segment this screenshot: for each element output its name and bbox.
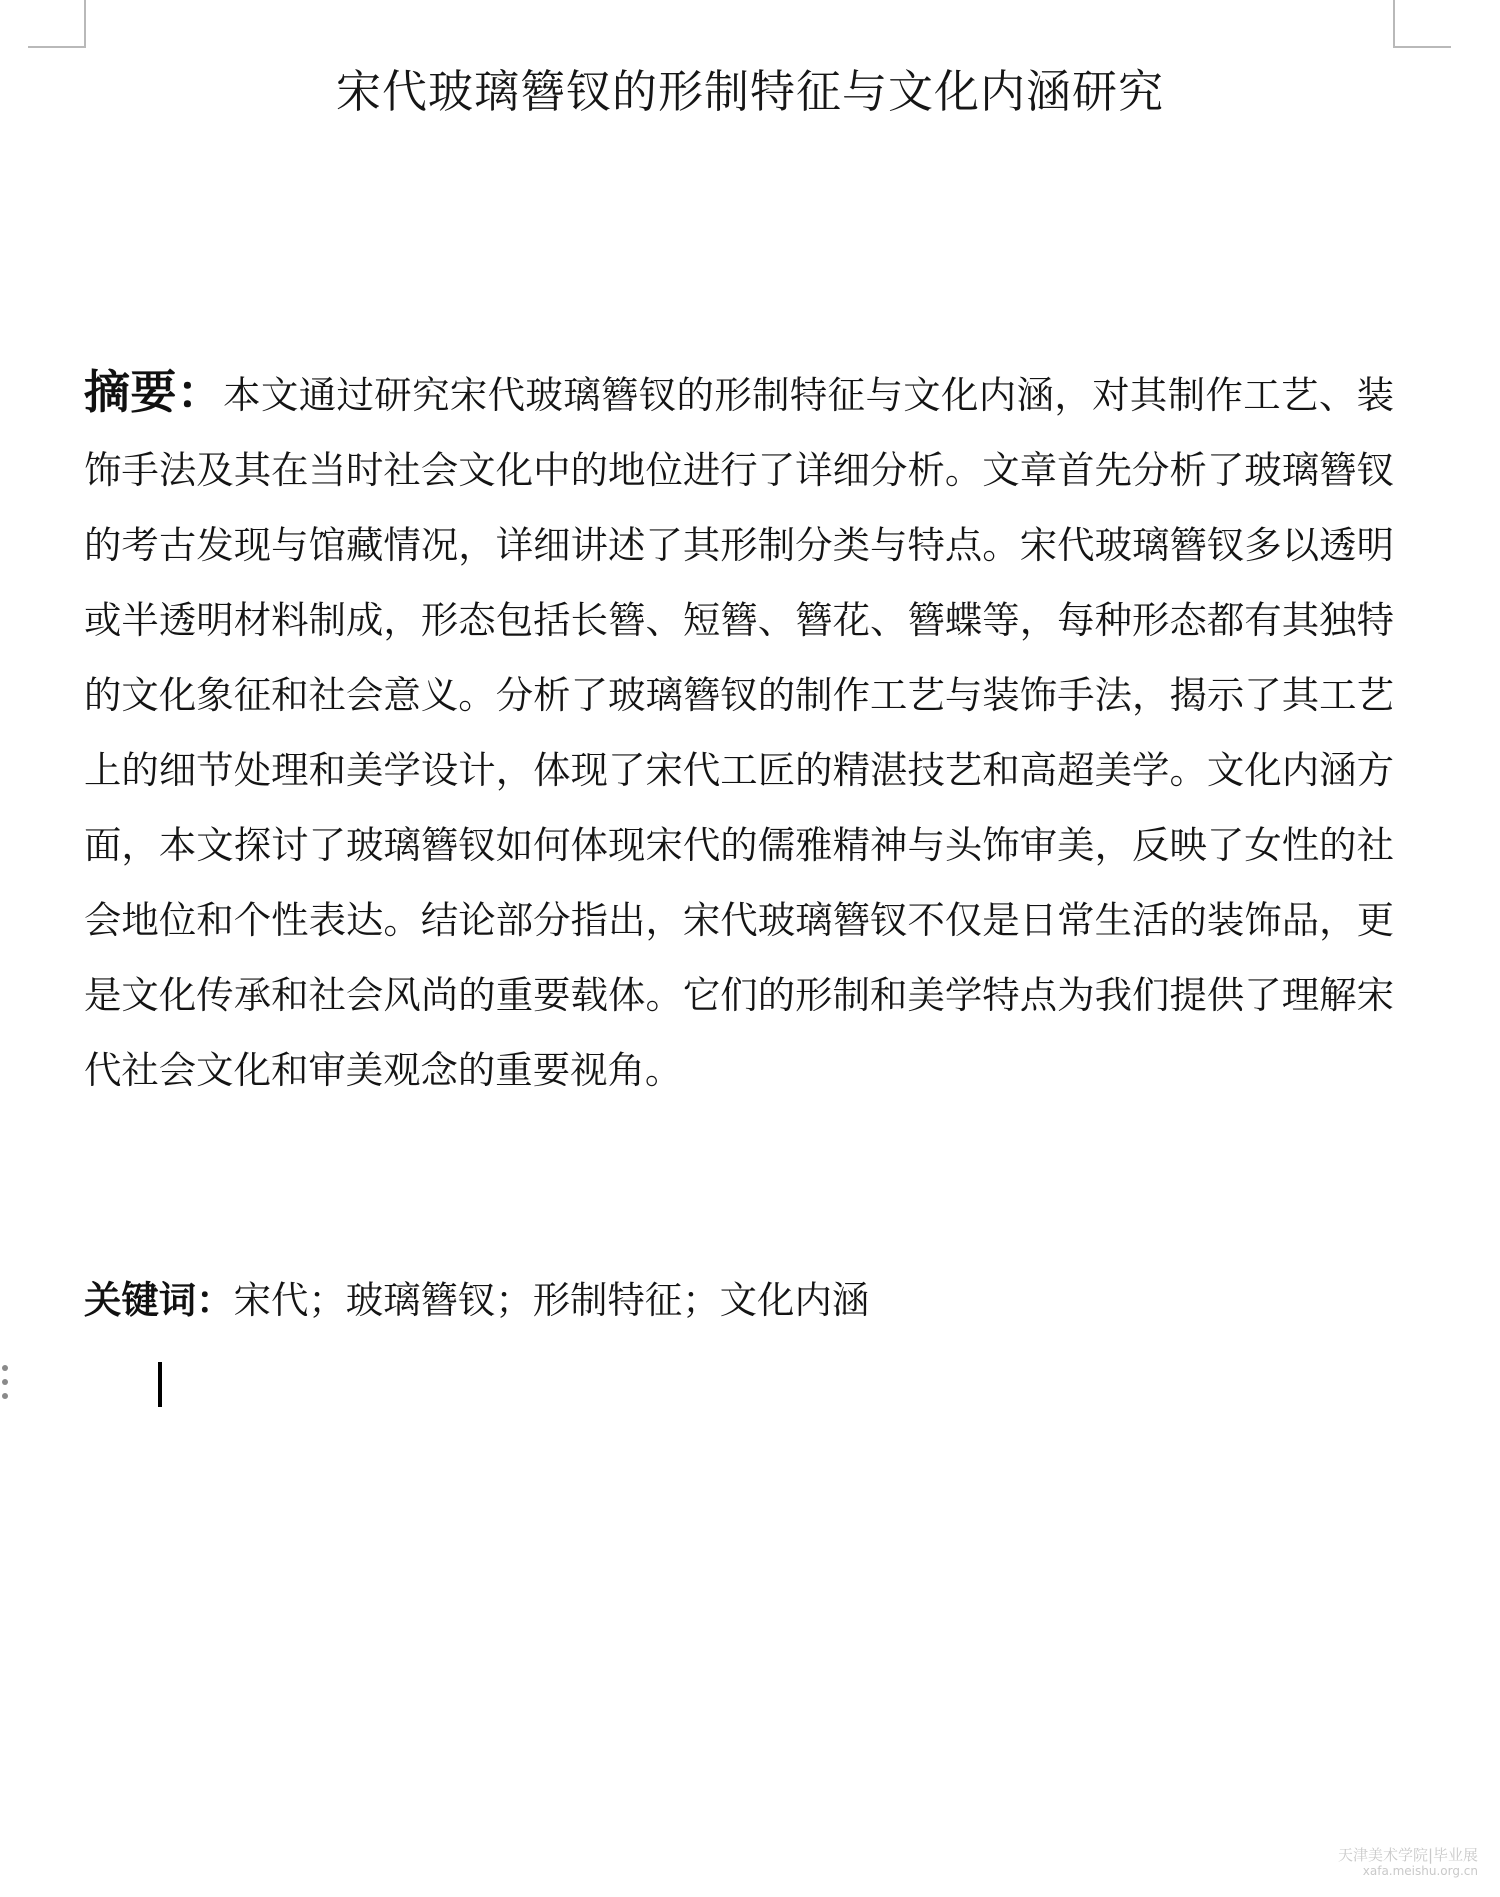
paragraph-drag-handle-icon[interactable] xyxy=(2,1365,10,1401)
watermark-name: 天津美术学院|毕业展 xyxy=(1337,1846,1478,1864)
keywords-text: 宋代；玻璃簪钗；形制特征；文化内涵 xyxy=(233,1278,870,1322)
text-cursor[interactable] xyxy=(158,1362,162,1407)
handle-dot xyxy=(2,1379,8,1385)
handle-dot xyxy=(2,1365,8,1371)
handle-dot xyxy=(2,1393,8,1399)
keywords-paragraph[interactable] xyxy=(84,1265,1394,1335)
abstract-label: 摘要： xyxy=(84,365,224,419)
keywords-label: 关键词： xyxy=(84,1278,234,1322)
abstract-text: 本文通过研究宋代玻璃簪钗的形制特征与文化内涵，对其制作工艺、装饰手法及其在当时社会文化中的地位进行了详细分析。文章首先分析了玻璃簪钗的考古发现与馆藏情况，详细讲述了其形制分类与特点。宋代玻璃簪钗多以透明或半透明材料制成，形态包括长簪、短簪、簪花、簪蝶等，每种形态都有其独特的文化象征和社会意义。分析了玻璃簪钗的制作工艺与装饰手法，揭示了其工艺上的细节处理和美学设计，体现了宋代工匠的精湛技艺和高超美学。文化内涵方面，本文探讨了玻璃簪钗如何体现宋代的儒雅精神与头饰审美，反映了女性的社会地位和个性表达。结论部分指出，宋代玻璃簪钗不仅是日常生活的装饰品，更是文化传承和社会风尚的重要载体。它们的形制和美学特点为我们提供了理解宋代社会文化和审美观念的重要视角。 xyxy=(84,373,1394,1092)
top-left-crop-mark xyxy=(28,0,86,48)
abstract-paragraph[interactable] xyxy=(84,355,1394,1108)
top-right-crop-mark xyxy=(1393,0,1451,48)
watermark xyxy=(1318,1847,1478,1879)
document-title[interactable]: 宋代玻璃簪钗的形制特征与文化内涵研究 xyxy=(335,65,1164,118)
watermark-url: xafa.meishu.org.cn xyxy=(1362,1864,1478,1878)
